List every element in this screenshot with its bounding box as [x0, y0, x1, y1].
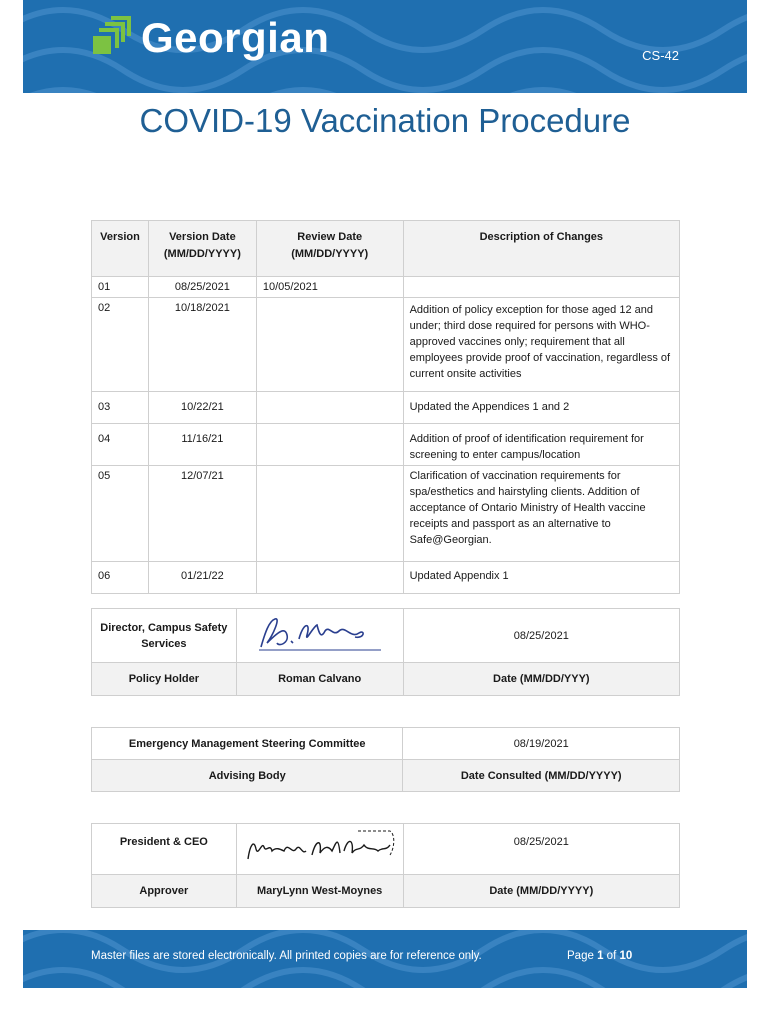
header-description: Description of Changes: [403, 221, 679, 277]
approver-label-row: [92, 875, 680, 908]
policy-holder-table: [91, 608, 680, 696]
policy-holder-role-title: Director, Campus Safety Services: [92, 609, 237, 663]
document-code: CS-42: [642, 48, 679, 63]
footer-note: Master files are stored electronically. All printed copies are for reference only.: [91, 950, 482, 962]
policy-holder-label-row: [92, 663, 680, 696]
approver-table: [91, 823, 680, 908]
header-version-date: Version Date (MM/DD/YYYY): [148, 221, 256, 277]
policy-holder-date: 08/25/2021: [403, 609, 679, 663]
policy-holder-row: [92, 609, 680, 663]
approver-date-label: Date (MM/DD/YYYY): [403, 875, 679, 908]
signature-image: [255, 613, 385, 653]
approver-role-title: President & CEO: [92, 824, 237, 875]
georgian-logo: [89, 14, 329, 62]
table-row: 01 08/25/2021 10/05/2021: [92, 277, 680, 298]
header-version: Version: [92, 221, 149, 277]
policy-holder-name: Roman Calvano: [236, 663, 403, 696]
policy-holder-label: Policy Holder: [92, 663, 237, 696]
page-title: COVID-19 Vaccination Procedure: [139, 102, 631, 139]
advising-body-date: 08/19/2021: [403, 728, 680, 760]
signature-image: [240, 825, 400, 869]
logo-mark-icon: [89, 14, 133, 62]
approver-name: MaryLynn West-Moynes: [236, 875, 403, 908]
approver-label: Approver: [92, 875, 237, 908]
approver-signature: [236, 824, 403, 875]
version-history-table: [91, 220, 680, 594]
table-row: 02 10/18/2021 Addition of policy exception for those aged 12 and under; third dose required for persons with WHO-approved vaccines only; requirement that all employees provide proof of vaccination, regardless of current onsite activities: [92, 298, 680, 392]
approver-date: 08/25/2021: [403, 824, 679, 875]
footer-banner: [23, 930, 747, 988]
brand-name: Georgian: [141, 14, 330, 61]
advising-body-label: Advising Body: [92, 760, 403, 792]
policy-holder-date-label: Date (MM/DD/YYY): [403, 663, 679, 696]
advising-body-table: [91, 727, 680, 792]
table-row: 05 12/07/21 Clarification of vaccination requirements for spa/esthetics and hairstyling clients. Addition of acceptance of Ontario Ministry of Health vaccine receipts and passport as an alternative to Safe@Georgian.: [92, 466, 680, 562]
header-banner: [23, 0, 747, 93]
policy-holder-signature: [236, 609, 403, 663]
table-row: 03 10/22/21 Updated the Appendices 1 and 2: [92, 392, 680, 424]
page-number: Page 1 of 10: [567, 950, 633, 962]
advising-body-row: [92, 728, 680, 760]
table-header-row: [92, 221, 680, 277]
advising-body-label-row: [92, 760, 680, 792]
table-row: 04 11/16/21 Addition of proof of identification requirement for screening to enter campus/location: [92, 424, 680, 466]
advising-body-date-label: Date Consulted (MM/DD/YYYY): [403, 760, 680, 792]
approver-row: [92, 824, 680, 875]
advising-body-name: Emergency Management Steering Committee: [92, 728, 403, 760]
header-review-date: Review Date (MM/DD/YYYY): [256, 221, 403, 277]
table-row: 06 01/21/22 Updated Appendix 1: [92, 562, 680, 594]
